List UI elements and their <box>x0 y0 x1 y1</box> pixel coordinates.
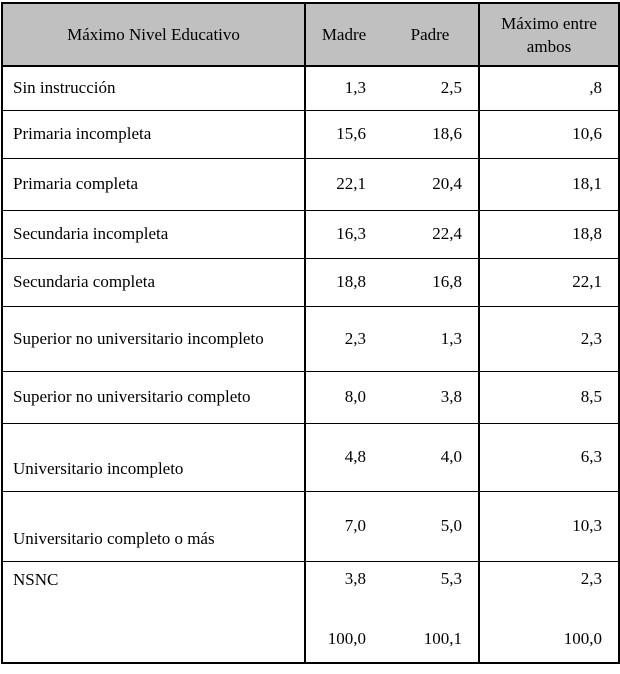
madre-value: 16,3 <box>336 224 366 243</box>
header-row <box>2 3 619 66</box>
row-label: Secundaria incompleta <box>2 210 305 258</box>
table-row <box>2 258 619 306</box>
header-maximo-entre-ambos: Máximo entre ambos <box>479 3 619 66</box>
maximo-entre-ambos-value: ,8 <box>589 78 602 98</box>
table-header <box>2 3 619 66</box>
maximo-entre-ambos-value: 10,6 <box>572 124 602 143</box>
maximo-entre-ambos-value: 2,3 <box>580 568 602 588</box>
madre-value: 15,6 <box>336 124 366 143</box>
padre-value: 100,1 <box>382 615 479 663</box>
padre-value: 2,5 <box>382 66 479 110</box>
madre-value: 1,3 <box>344 78 366 98</box>
row-label: Universitario incompleto <box>2 423 305 491</box>
maximo-entre-ambos-value: 18,8 <box>572 224 602 243</box>
row-label: Primaria completa <box>2 158 305 210</box>
padre-value: 3,8 <box>382 371 479 423</box>
row-label: NSNC <box>2 561 305 615</box>
table-row <box>2 110 619 158</box>
madre-value: 4,8 <box>344 447 366 466</box>
maximo-entre-ambos-value: 18,1 <box>572 174 602 193</box>
madre-value: 2,3 <box>344 328 366 348</box>
table-row <box>2 158 619 210</box>
row-label: Sin instrucción <box>2 66 305 110</box>
madre-value: 3,8 <box>344 568 366 588</box>
table-body <box>2 66 619 663</box>
row-label: Superior no universitario completo <box>2 371 305 423</box>
row-label <box>2 615 305 663</box>
padre-value: 22,4 <box>382 210 479 258</box>
table-row <box>2 371 619 423</box>
madre-value: 7,0 <box>344 516 366 535</box>
header-maximo-nivel-educativo: Máximo Nivel Educativo <box>2 3 305 66</box>
header-madre: Madre <box>305 3 382 66</box>
padre-value: 18,6 <box>382 110 479 158</box>
row-label: Primaria incompleta <box>2 110 305 158</box>
table-row <box>2 306 619 371</box>
row-label: Universitario completo o más <box>2 491 305 561</box>
maximo-entre-ambos-value: 6,3 <box>580 447 602 466</box>
row-label: Secundaria completa <box>2 258 305 306</box>
maximo-entre-ambos-value: 2,3 <box>580 328 602 348</box>
madre-value: 18,8 <box>336 272 366 291</box>
table-row <box>2 561 619 615</box>
padre-value: 16,8 <box>382 258 479 306</box>
totals-row <box>2 615 619 663</box>
madre-value: 22,1 <box>336 174 366 193</box>
padre-value: 4,0 <box>382 423 479 491</box>
table-row <box>2 66 619 110</box>
padre-value: 5,0 <box>382 491 479 561</box>
maximo-entre-ambos-value: 100,0 <box>563 628 602 648</box>
maximo-entre-ambos-value: 22,1 <box>572 272 602 291</box>
page-canvas <box>1 2 620 664</box>
padre-value: 20,4 <box>382 158 479 210</box>
maximo-entre-ambos-value: 10,3 <box>572 516 602 535</box>
education-level-table <box>1 2 620 664</box>
table-row <box>2 423 619 491</box>
header-padre: Padre <box>382 3 479 66</box>
table-row <box>2 491 619 561</box>
row-label: Superior no universitario incompleto <box>2 306 305 371</box>
madre-value: 100,0 <box>327 628 366 648</box>
table-row <box>2 210 619 258</box>
madre-value: 8,0 <box>344 387 366 406</box>
padre-value: 1,3 <box>382 306 479 371</box>
maximo-entre-ambos-value: 8,5 <box>580 387 602 406</box>
padre-value: 5,3 <box>382 561 479 615</box>
